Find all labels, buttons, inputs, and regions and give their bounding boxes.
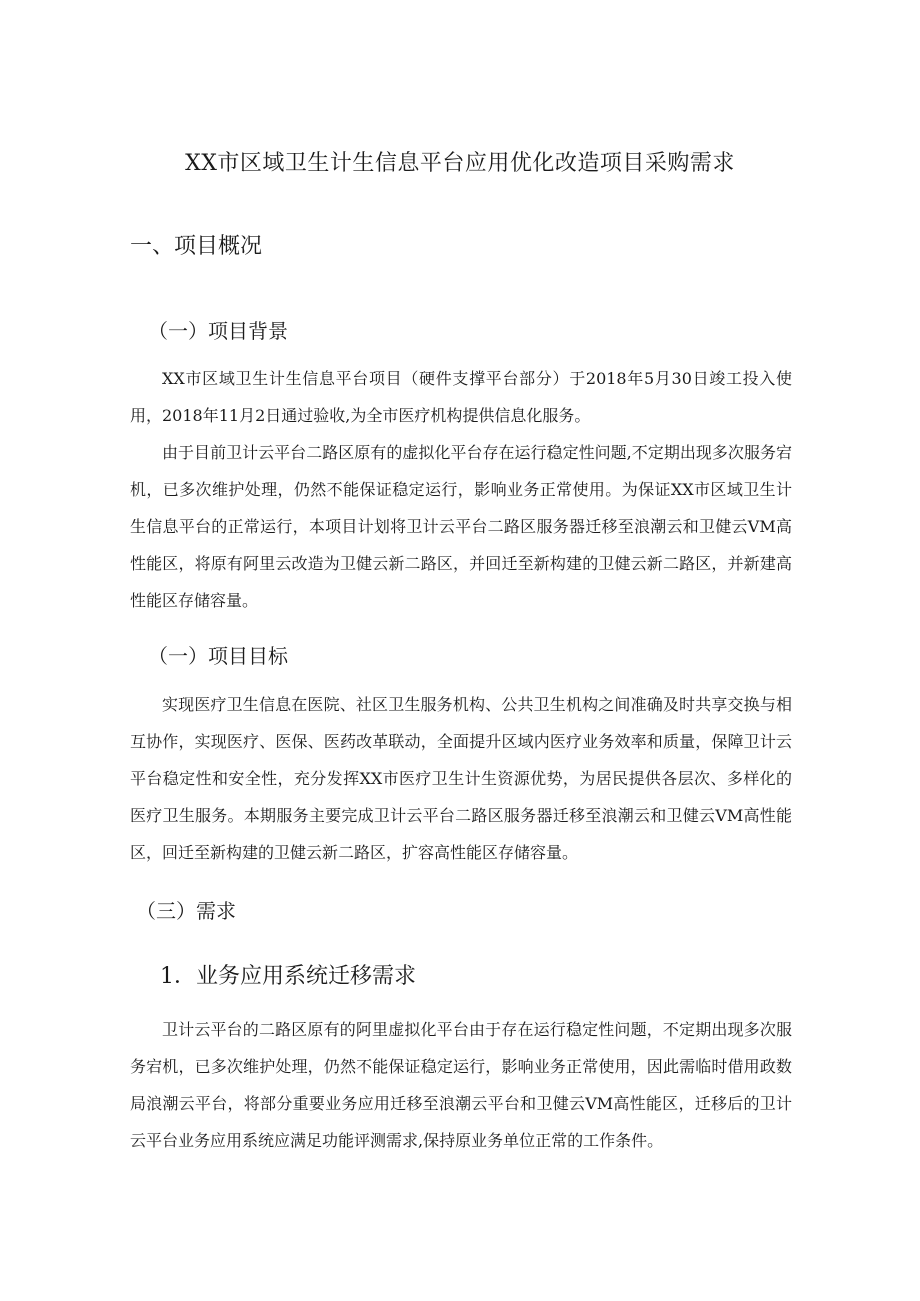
background-paragraph-1: XX市区域卫生计生信息平台项目（硬件支撑平台部分）于2018年5月30日竣工投入使用，2018年11月2日通过验收,为全市医疗机构提供信息化服务。 xyxy=(130,369,792,425)
subsection-heading-goal: （一）项目目标 xyxy=(148,644,288,668)
requirements-paragraph: 卫计云平台的二路区原有的阿里虚拟化平台由于存在运行稳定性问题，不定期出现多次服务宕机，已多次维护处理，仍然不能保证稳定运行，影响业务正常使用，因此需临时借用政数局浪潮云平台，将部分重要业务应用迁移至浪潮云平台和卫健云VM高性能区，迁移后的卫计云平台业务应用系统应满足功能评测需求,保持原业务单位正常的工作条件。 xyxy=(130,1020,792,1150)
background-paragraph-2: 由于目前卫计云平台二路区原有的虚拟化平台存在运行稳定性问题,不定期出现多次服务宕机，已多次维护处理，仍然不能保证稳定运行，影响业务正常使用。为保证XX市区域卫生计生信息平台的正常运行，本项目计划将卫计云平台二路区服务器迁移至浪潮云和卫健云VM高性能区，将原有阿里云改造为卫健云新二路区，并回迁至新构建的卫健云新二路区，并新建高性能区存储容量。 xyxy=(130,443,792,610)
goal-paragraph: 实现医疗卫生信息在医院、社区卫生服务机构、公共卫生机构之间准确及时共享交换与相互协作，实现医疗、医保、医药改革联动，全面提升区域内医疗业务效率和质量，保障卫计云平台稳定性和安全性，充分发挥XX市医疗卫生计生资源优势，为居民提供各层次、多样化的医疗卫生服务。本期服务主要完成卫计云平台二路区服务器迁移至浪潮云和卫健云VM高性能区，回迁至新构建的卫健云新二路区，扩容高性能区存储容量。 xyxy=(130,695,792,862)
document-title: XX市区域卫生计生信息平台应用优化改造项目采购需求 xyxy=(185,151,735,176)
subsection-heading-requirements: （三）需求 xyxy=(136,899,236,923)
section-heading-overview: 一、项目概况 xyxy=(130,234,263,259)
requirement-heading-migration: 1．业务应用系统迁移需求 xyxy=(160,964,416,989)
subsection-heading-background: （一）项目背景 xyxy=(148,319,288,343)
